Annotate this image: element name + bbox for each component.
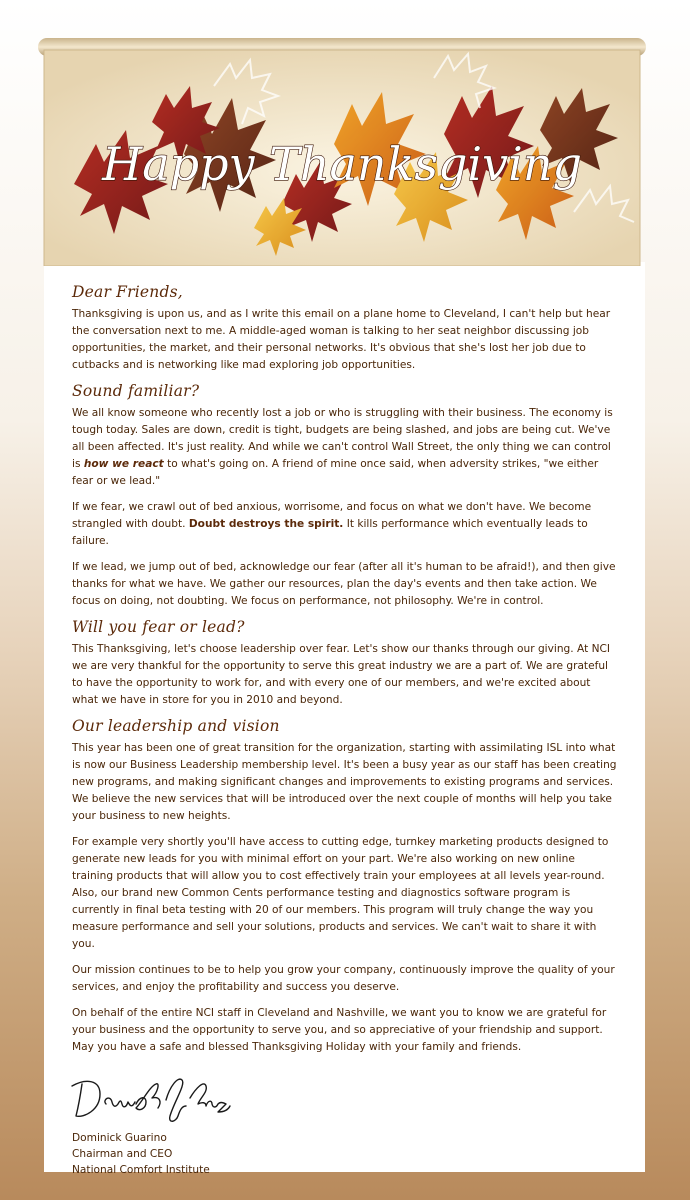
- paragraph-transition: This year has been one of great transition for the organization, starting with assimilating ISL into what is now our Business Leadership membership level. It's been a busy year as our staff has been creating new programs, and making significant changes and improvements to existing programs and services. We believe the new services that will be introduced over the next couple of months will help you take your business to new heights.: [72, 742, 617, 822]
- heading-sound-familiar: Sound familiar?: [72, 382, 200, 400]
- paragraph-thanksgiving: This Thanksgiving, let's choose leadership over fear. Let's show our thanks through our giving. At NCI we are very thankful for the opportunity to serve this great industry we are a part of. We are grateful to have the opportunity to work for, and with every one of our members, and we're excited about what we have in store for you in 2010 and beyond.: [72, 643, 611, 706]
- paragraph-fear: [72, 499, 617, 550]
- signer-title: Chairman and CEO: [72, 1148, 173, 1160]
- thanksgiving-banner: [34, 34, 650, 266]
- paragraph-economy: [72, 405, 617, 490]
- letter-body: [72, 282, 617, 1178]
- autumn-leaves-illustration: [34, 34, 650, 266]
- paragraph-mission: Our mission continues to be to help you grow your company, continuously improve the quality of your services, and enjoy the profitability and success you deserve.: [72, 964, 615, 993]
- signer-name: Dominick Guarino: [72, 1132, 167, 1144]
- greeting-heading: Dear Friends,: [72, 283, 183, 301]
- paragraph-lead: If we lead, we jump out of bed, acknowledge our fear (after all it's human to be afraid!), and then give thanks for what we have. We gather our resources, plan the day's events and then take action. We focus on doing, not doubting. We focus on performance, not philosophy. We're in control.: [72, 561, 616, 607]
- paragraph-intro: Thanksgiving is upon us, and as I write this email on a plane home to Cleveland, I can't help but hear the conversation next to me. A middle-aged woman is talking to her seat neighbor discussing job opportunities, the market, and their personal networks. It's obvious that she's lost her job due to cutbacks and is networking like mad exploring job opportunities.: [72, 308, 611, 371]
- text-run: to what's going on. A friend of mine once said, when adversity strikes, "we either fear or we lead.": [72, 458, 599, 487]
- heading-leadership-vision: Our leadership and vision: [72, 717, 280, 735]
- text-run: It kills performance which eventually leads to failure.: [72, 518, 588, 547]
- heading-fear-or-lead: Will you fear or lead?: [72, 618, 245, 636]
- emphasis-doubt: Doubt destroys the spirit.: [188, 518, 344, 530]
- handwritten-signature: [66, 1070, 266, 1130]
- text-run: If we fear, we crawl out of bed anxious, worrisome, and focus on what we don't have. We become strangled with doubt.: [72, 501, 592, 530]
- signer-organization: National Comfort Institute: [72, 1164, 210, 1176]
- text-run: We all know someone who recently lost a job or who is struggling with their business. The economy is tough today. Sales are down, credit is tight, budgets are being slashed, and jobs are being cut. We've all been affected. It's just reality. And while we can't control Wall Street, the only thing we can control is: [72, 407, 613, 470]
- paragraph-products: For example very shortly you'll have access to cutting edge, turnkey marketing products designed to generate new leads for you with minimal effort on your part. We're also working on new online training products that will allow you to cost effectively train your employees at all levels year-round. Also, our brand new Common Cents performance testing and diagnostics software program is currently in final beta testing with 20 of our members. This program will truly change the way you measure performance and sell your solutions, products and services. We can't wait to share it with you.: [72, 836, 609, 950]
- signature-block: [72, 1070, 617, 1178]
- paragraph-closing: On behalf of the entire NCI staff in Cleveland and Nashville, we want you to know we are grateful for your business and the opportunity to serve you, and so appreciative of your friendship and support. May you have a safe and blessed Thanksgiving Holiday with your family and friends.: [72, 1007, 607, 1053]
- banner-title: Happy Thanksgiving: [102, 137, 582, 191]
- emphasis-how-we-react: how we react: [83, 458, 164, 470]
